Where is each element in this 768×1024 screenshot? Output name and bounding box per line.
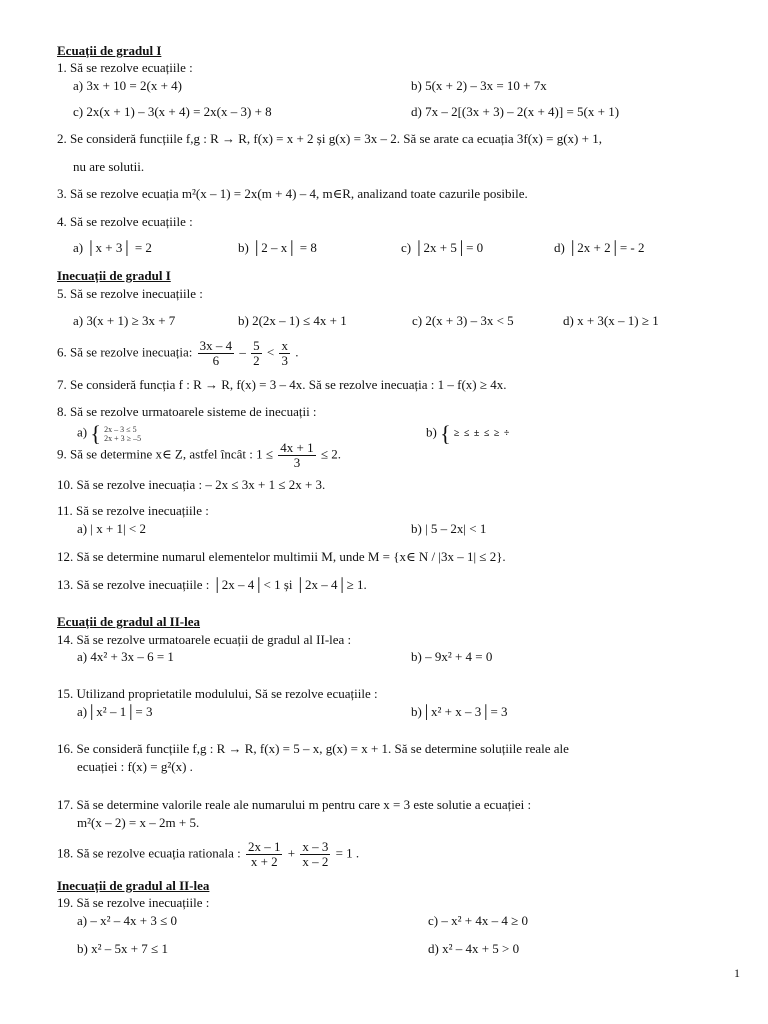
problem-1a: a) 3x + 10 = 2(x + 4): [73, 78, 183, 93]
numerator: x: [281, 338, 288, 353]
denominator: 2: [253, 353, 260, 368]
problem-7: 7. Se consideră funcția f : R → R, f(x) = 3 – 4x. Să se rezolve inecuația : 1 – f(x) ≥ 4x.: [57, 377, 507, 392]
problem-1-statement: 1. Să se rezolve ecuațiile :: [57, 60, 193, 75]
problem-1c: c) 2x(x + 1) – 3(x + 4) = 2x(x – 3) + 8: [73, 104, 272, 119]
denominator: x – 2: [302, 854, 329, 869]
problem-4b: b) │2 – x│ = 8: [238, 240, 317, 255]
problem-12: 12. Să se determine numarul elementelor multimii M, unde M = {x∈ N / |3x – 1| ≤ 2}.: [57, 549, 506, 564]
problem-9-text: 9. Să se determine x∈ Z, astfel încât : 1 ≤: [57, 446, 274, 462]
page-number: 1: [734, 966, 740, 980]
problem-17-line-1: 17. Să se determine valorile reale ale numarului m pentru care x = 3 este solutie a ecuației :: [57, 797, 532, 812]
problem-19b: b) x² – 5x + 7 ≤ 1: [77, 941, 168, 956]
problem-5-statement: 5. Să se rezolve inecuațiile :: [57, 286, 203, 301]
problem-3: 3. Să se rezolve ecuația m²(x – 1) = 2x(m + 4) – 4, m∈R, analizand toate cazurile posibile.: [57, 186, 528, 201]
problem-6-text: 6. Să se rezolve inecuația:: [57, 344, 193, 360]
operator: +: [287, 845, 296, 861]
fraction: [278, 441, 315, 470]
fraction: [300, 840, 330, 869]
denominator: 3: [281, 353, 288, 368]
section-title: Ecuații de gradul I: [57, 43, 162, 58]
problem-10: 10. Să se rezolve inecuația : – 2x ≤ 3x + 1 ≤ 2x + 3.: [57, 477, 326, 492]
system-row: 2x + 3 ≥ –5: [104, 433, 142, 443]
problem-16-line-1: 16. Se consideră funcțiile f,g : R → R, f(x) = 5 – x, g(x) = x + 1. Să se determine soluțiile reale ale: [57, 741, 569, 756]
system-row: 2x – 3 ≤ 5: [104, 424, 137, 434]
problem-19c: c) – x² + 4x – 4 ≥ 0: [428, 913, 528, 928]
problem-11a: a) | x + 1| < 2: [77, 521, 146, 536]
problem-1b: b) 5(x + 2) – 3x = 10 + 7x: [411, 78, 547, 93]
section-title: Inecuații de gradul al II-lea: [57, 878, 210, 893]
problem-17-line-2: m²(x – 2) = x – 2m + 5.: [77, 815, 200, 830]
fraction: [198, 339, 235, 368]
inequality-system: ≥ ≤ ± ≤ ≥ ÷: [453, 428, 511, 440]
problem-14a: a) 4x² + 3x – 6 = 1: [77, 649, 174, 664]
problem-16-line-2: ecuației : f(x) = g²(x) .: [77, 759, 193, 774]
problem-9: [57, 441, 341, 470]
problem-15a: a)│x² – 1│= 3: [77, 704, 153, 719]
fraction: [279, 339, 290, 368]
numerator: x – 3: [302, 839, 329, 854]
problem-18-text: 18. Să se rezolve ecuația rationala :: [57, 845, 241, 861]
problem-13: 13. Să se rezolve inecuațiile : │2x – 4│< 1 și │2x – 4│≥ 1.: [57, 577, 367, 592]
numerator: 4x + 1: [280, 440, 314, 455]
fraction: [246, 840, 283, 869]
problem-8b: [426, 420, 510, 448]
problem-4d: d) │2x + 2│= - 2: [554, 240, 645, 255]
problem-19a: a) – x² – 4x + 3 ≤ 0: [77, 913, 177, 928]
problem-19-statement: 19. Să se rezolve inecuațiile :: [57, 895, 210, 910]
problem-11b: b) | 5 – 2x| < 1: [411, 521, 487, 536]
problem-5d: d) x + 3(x – 1) ≥ 1: [563, 313, 659, 328]
problem-4c: c) │2x + 5│= 0: [401, 240, 484, 255]
problem-15b: b)│x² + x – 3│= 3: [411, 704, 508, 719]
operator: –: [239, 344, 246, 360]
problem-2-line-1: 2. Se consideră funcțiile f,g : R → R, f(x) = x + 2 și g(x) = 3x – 2. Să se arate ca ecuația 3f(x) = g(x) + 1,: [57, 131, 602, 146]
problem-5c: c) 2(x + 3) – 3x < 5: [412, 313, 514, 328]
problem-14b: b) – 9x² + 4 = 0: [411, 649, 493, 664]
problem-6: [57, 339, 298, 368]
section-title: Inecuații de gradul I: [57, 268, 171, 283]
punctuation: .: [295, 344, 299, 360]
section-title: Ecuații de gradul al II-lea: [57, 614, 201, 629]
problem-14-statement: 14. Să se rezolve urmatoarele ecuații de gradul al II-lea :: [57, 632, 352, 647]
denominator: x + 2: [250, 854, 278, 869]
denominator: 3: [293, 455, 301, 470]
brace-icon: {: [90, 421, 101, 446]
problem-19d: d) x² – 4x + 5 > 0: [428, 941, 520, 956]
fraction: [251, 339, 262, 368]
problem-4-statement: 4. Să se rezolve ecuațiile :: [57, 214, 193, 229]
numerator: 3x – 4: [199, 338, 233, 353]
numerator: 2x – 1: [247, 839, 281, 854]
problem-18: [57, 840, 359, 869]
problem-8b-label: b): [426, 424, 437, 440]
brace-icon: {: [440, 421, 451, 446]
problem-5a: a) 3(x + 1) ≥ 3x + 7: [73, 313, 176, 328]
problem-1d: d) 7x – 2[(3x + 3) – 2(x + 4)] = 5(x + 1): [411, 104, 620, 119]
problem-15-statement: 15. Utilizand proprietatile modulului, Să se rezolve ecuațiile :: [57, 686, 378, 701]
problem-11-statement: 11. Să se rezolve inecuațiile :: [57, 503, 209, 518]
problem-18-text-end: = 1 .: [335, 845, 360, 861]
problem-2-line-2: nu are solutii.: [73, 159, 145, 174]
problem-9-text-end: ≤ 2.: [320, 446, 342, 462]
problem-5b: b) 2(2x – 1) ≤ 4x + 1: [238, 313, 347, 328]
problem-8a-label: a): [77, 424, 88, 440]
operator: <: [266, 344, 275, 360]
problem-4a: a) │x + 3│ = 2: [73, 240, 152, 255]
problem-8-statement: 8. Să se rezolve urmatoarele sisteme de inecuații :: [57, 404, 317, 419]
denominator: 6: [212, 353, 220, 368]
numerator: 5: [253, 338, 260, 353]
